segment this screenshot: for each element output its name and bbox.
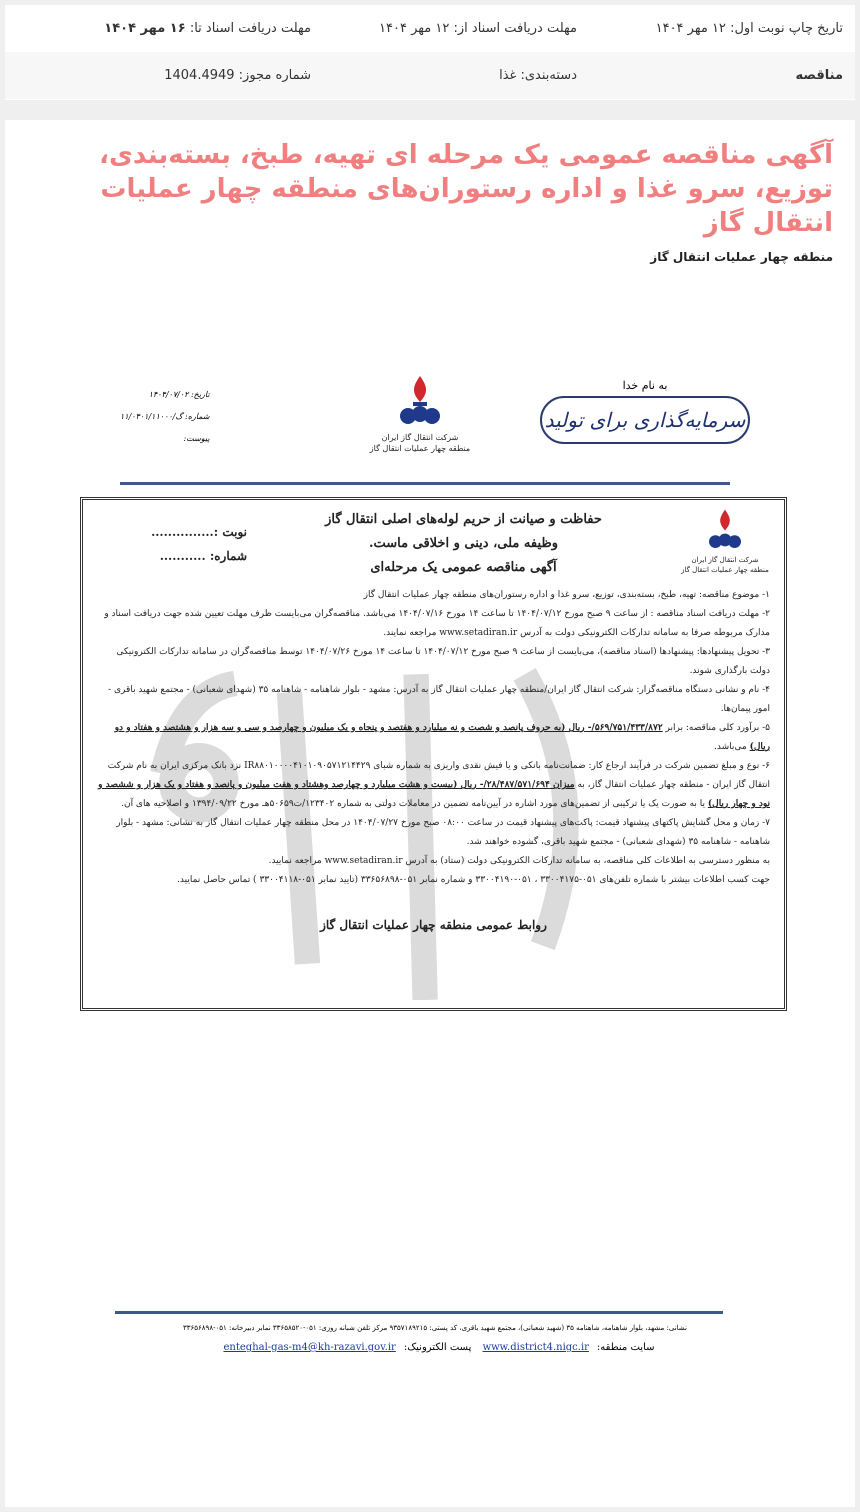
email-label: پست الکترونیک: (403, 1342, 472, 1353)
issue-fields (97, 508, 247, 568)
slogan-logo (540, 379, 750, 444)
flame-logo-icon (395, 374, 445, 429)
label: مهلت دریافت اسناد از: (453, 21, 577, 36)
estimate-amount: ۵۶۹/۷۵۱/۴۳۳/۸۷۲/- ریال (به حروف پانصد و شصت و نه میلیارد و هفتصد و پنجاه و یک میلیون و چهارصد و سی و سه هزار و هشتصد و هفتاد و دو ریال) (114, 723, 770, 752)
issue-number: شماره: ........... (159, 549, 247, 563)
notice-box (80, 497, 787, 1011)
license-number: شماره مجوز: 1404.4949 (164, 68, 311, 83)
tender-meta-card (5, 5, 855, 100)
guarantee-amount: میزان ۲۸/۴۸۷/۵۷۱/۶۹۴/- ریال (بیست و هشت میلیارد و چهارصد وهشتاد و هفت میلیون و پانصد و هفتاد و یک هزار و ششصد و نود و چهار ریال) (98, 780, 770, 809)
site-label: سایت منطقه: (596, 1342, 655, 1353)
meta-row-info (5, 52, 855, 99)
website-link[interactable]: www.district4.nigc.ir (482, 1342, 589, 1353)
notice-item: ۲- مهلت دریافت اسناد مناقصه : از ساعت ۹ صبح مورخ ۱۴۰۴/۰۷/۱۲ تا ساعت ۱۴ مورخ ۱۴۰۴/۰۷/۱۶ می‌باشد. مناقصه‌گران می‌بایست ظرف مهلت تعیین شده جهت دریافت اسناد و مدارک مربوطه صرفا به سامانه تدارکات الکترونیکی دولت به آدرس www.setadiran.ir مراجعه نمایند. (104, 609, 770, 638)
notice-heading: آگهی مناقصه عمومی یک مرحله‌ای (370, 560, 557, 575)
text: ۵- برآورد کلی مناقصه: برابر (662, 723, 770, 733)
receive-from-date (311, 21, 577, 36)
notice-item: ۴- نام و نشانی دستگاه مناقصه‌گزار: شرکت انتقال گاز ایران/منطقه چهار عملیات انتقال گاز به آدرس: مشهد - بلوار شاهنامه - شاهنامه ۳۵ (شهدای شعبانی) - مجتمع شهید باقری - امور پیمان‌ها. (108, 685, 770, 714)
notice-item: ۱- موضوع مناقصه: تهیه، طبخ، بسته‌بندی، توزیع، سرو غذا و اداره رستوران‌های منطقه چهار عملیات انتقال گاز (363, 590, 770, 600)
letter-date: تاریخ: ۱۴۰۴/۰۷/۰۲ (148, 390, 210, 399)
notice-contact: جهت کسب اطلاعات بیشتر با شماره تلفن‌های ۰۵۱-۳۳۰۰۴۱۷۵ ، ۰۵۱-۳۳۰۰۴۱۹۰ و شماره نمابر ۰۵۱-۳۳۶۵۶۸۹۸ (تایید نمابر ۰۵۱-۳۳۰۰۴۱۱۸ ) تماس حاصل نمایید. (177, 875, 770, 885)
text: یا به صورت یک یا ترکیبی از تضمین‌های مورد اشاره در آیین‌نامه تضمین در معاملات دولتی به شماره ۱۲۳۴۰۲/ت۵۰۶۵۹هـ مورخ ۱۳۹۴/۰۹/۲۲ و اصلاحیه های آن. (121, 799, 708, 809)
label: مهلت دریافت اسناد تا: (189, 21, 311, 36)
value: ۱۲ مهر ۱۴۰۴ (379, 21, 450, 36)
footer-links (75, 1340, 795, 1356)
bismillah: به نام خدا (622, 379, 668, 392)
notice-headings (247, 508, 680, 580)
company-name: شرکت انتقال گاز ایران (691, 556, 759, 564)
divider (120, 482, 730, 485)
issue-round: نوبت :............... (151, 525, 247, 539)
notice-item (97, 757, 770, 814)
value: ۱۲ مهر ۱۴۰۴ (655, 21, 726, 36)
footer-divider (115, 1311, 723, 1314)
value: ۱۶ مهر ۱۴۰۴ (104, 21, 186, 36)
notice-header (97, 508, 770, 580)
first-print-date (577, 21, 843, 36)
footer-address: نشانی: مشهد، بلوار شاهنامه، شاهنامه ۳۵ (شهید شعبانی)، مجتمع شهید باقری، کد پستی: ۹۳۵۷۱۸۹۲۱۵ مرکز تلفن شبانه روزی: ۰۵۱-۳۳۶۵۸۵۲۰ نمابر دبیرخانه: ۰۵۱-۳۳۶۵۶۸۹۸ (183, 1324, 687, 1332)
email-link[interactable]: enteghal-gas-m4@kh-razavi.gov.ir (223, 1342, 396, 1353)
notice-access: به منظور دسترسی به اطلاعات کلی مناقصه، به سامانه تدارکات الکترونیکی دولت (ستاد) به آدرس www.setadiran.ir مراجعه نمایید. (268, 856, 770, 866)
page-title: آگهی مناقصه عمومی یک مرحله ای تهیه، طبخ، بسته‌بندی، توزیع، سرو غذا و اداره رستوران‌های منطقه چهار عملیات انتقال گاز (99, 140, 833, 238)
tender-notice-image (75, 364, 795, 1356)
notice-item: ۳- تحویل پیشنهادها: پیشنهادها (اسناد مناقصه)، می‌بایست از ساعت ۹ صبح مورخ ۱۴۰۴/۰۷/۱۲ تا ساعت ۱۴ مورخ ۱۴۰۴/۰۷/۲۶ توسط مناقصه‌گران در سامانه تدارکات الکترونیکی دولت بارگذاری شوند. (116, 647, 770, 676)
letter-footer (75, 1311, 795, 1356)
letter-info (120, 384, 210, 450)
organization-name: منطقه چهار عملیات انتقال گاز (650, 250, 833, 264)
text: می‌باشد. (714, 742, 750, 752)
label: تاریخ چاپ نوبت اول: (730, 21, 843, 36)
slogan: سرمایه‌گذاری برای تولید (540, 396, 750, 444)
company-logo (360, 374, 480, 454)
notice-item (97, 719, 770, 757)
letter-attachment: پیوست: (183, 434, 210, 443)
tender-detail-card (5, 120, 855, 1507)
letter-number: شماره: گ/۱۱/۰۴۰۱/۱۱۰۰۰ (120, 412, 210, 421)
company-name: شرکت انتقال گاز ایران (381, 433, 459, 442)
category: دسته‌بندی: غذا (499, 68, 577, 83)
notice-logo (680, 508, 770, 575)
flame-logo-icon (705, 508, 745, 552)
notice-item: ۷- زمان و محل گشایش پاکتهای پیشنهاد قیمت: پاکت‌های پیشنهاد قیمت در ساعت ۰۸:۰۰ صبح مورخ ۱۴۰۴/۰۷/۲۷ در محل منطقه چهار عملیات انتقال گاز به نشانی: مشهد - بلوار شاهنامه - شاهنامه ۳۵ (شهدای شعبانی) - مجتمع شهید باقری، گشوده خواهند شد. (116, 818, 770, 847)
notice-heading: حفاظت و صیانت از حریم لوله‌های اصلی انتقال گاز (325, 512, 602, 527)
notice-heading: وظیفه ملی، دینی و اخلاقی ماست. (368, 536, 559, 551)
letterhead (75, 364, 795, 489)
text: ۶- نوع و مبلغ تضمین شرکت در فرآیند ارجاع کار: ضمانت‌نامه بانکی و یا فیش نقدی واریزی به شماره شبای IR۸۸۰۱۰۰۰۰۴۱۰۱۰۹۰۵۷۱۲۱۴۴۲۹ نزد بانک مرکزی ایران به نام شرکت انتقال گاز ایران - منطقه چهار عملیات انتقال گاز، به (107, 761, 770, 790)
signature: روابط عمومی منطقه چهار عملیات انتقال گاز (320, 918, 547, 932)
tender-type: مناقصه (795, 68, 843, 83)
district-name: منطقه چهار عملیات انتقال گاز (681, 566, 769, 574)
notice-items (97, 586, 770, 935)
meta-row-dates (5, 5, 855, 52)
receive-to-date (45, 21, 311, 36)
district-name: منطقه چهار عملیات انتقال گاز (369, 444, 471, 453)
